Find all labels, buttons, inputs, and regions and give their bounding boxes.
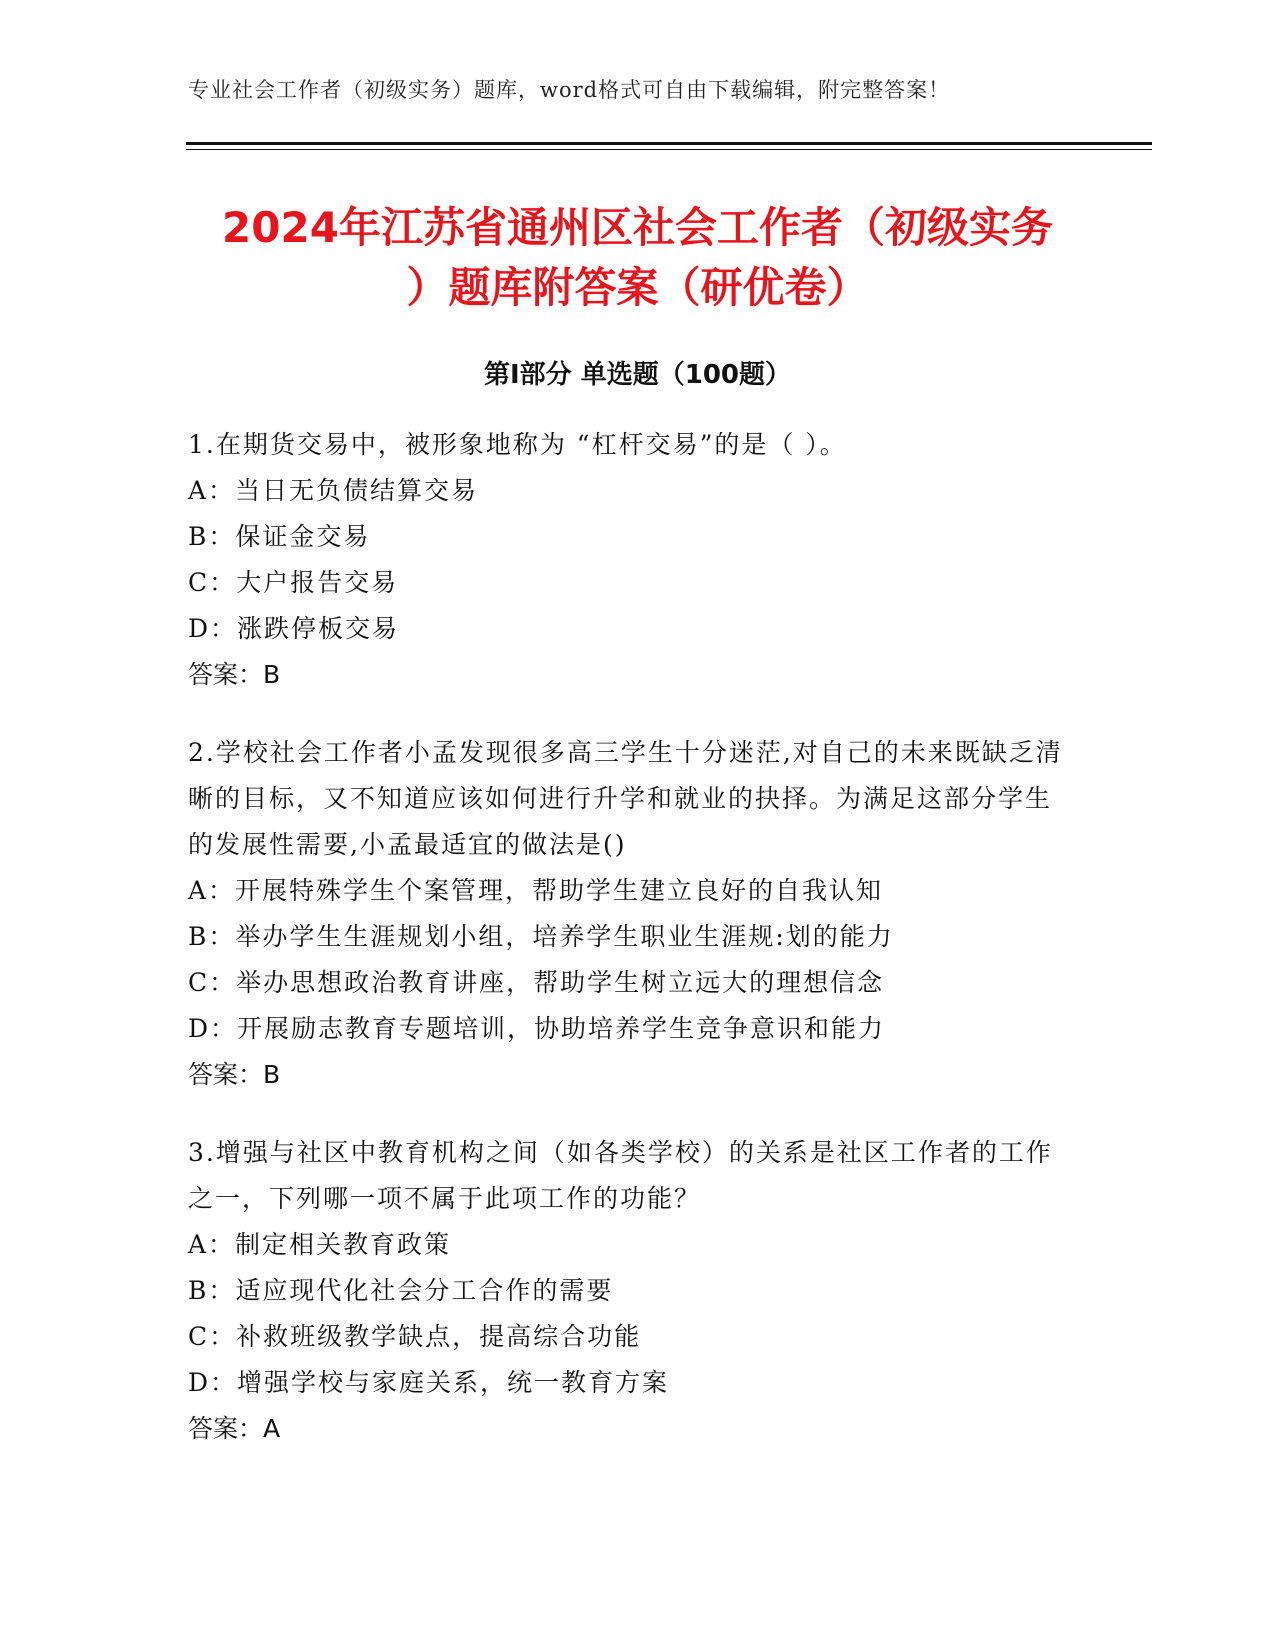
answer: 答案：B (188, 660, 281, 689)
option-c: C：补救班级教学缺点，提高综合功能 (188, 1322, 642, 1351)
title-line-1: 2024年江苏省通州区社会工作者（初级实务 (222, 203, 1053, 252)
option-b: B：举办学生生涯规划小组，培养学生职业生涯规:划的能力 (188, 922, 894, 951)
option-a: A：开展特殊学生个案管理，帮助学生建立良好的自我认知 (188, 876, 884, 905)
option-c: C：举办思想政治教育讲座，帮助学生树立远大的理想信念 (188, 968, 885, 997)
question-stem: 2.学校社会工作者小孟发现很多高三学生十分迷茫,对自己的未来既缺乏清晰的目标，又不知道应该如何进行升学和就业的抉择。为满足这部分学生的发展性需要,小孟最适宜的做法是() (188, 738, 1063, 859)
title-line-2: ）题库附答案（研优卷） (406, 263, 869, 312)
section-title: 第Ⅰ部分 单选题（100题） (484, 360, 791, 390)
option-c: C：大户报告交易 (188, 568, 399, 597)
option-d: D：涨跌停板交易 (188, 614, 400, 643)
header-note: 专业社会工作者（初级实务）题库，word格式可自由下载编辑，附完整答案！ (188, 78, 951, 102)
answer: 答案：B (188, 1060, 281, 1089)
option-d: D：开展励志教育专题培训，协助培养学生竞争意识和能力 (188, 1014, 886, 1043)
option-b: B：适应现代化社会分工合作的需要 (188, 1276, 614, 1305)
question-1 (188, 422, 1078, 698)
document-title (150, 198, 1125, 318)
header-rule-thick (186, 142, 1152, 145)
header-rule-thin (186, 149, 1152, 150)
question-stem: 1.在期货交易中，被形象地称为 “杠杆交易”的是（ ）。 (188, 430, 847, 459)
question-stem: 3.增强与社区中教育机构之间（如各类学校）的关系是社区工作者的工作之一，下列哪一项不属于此项工作的功能？ (188, 1138, 1053, 1213)
question-2 (188, 730, 1078, 1098)
option-a: A：制定相关教育政策 (188, 1230, 452, 1259)
question-3 (188, 1130, 1078, 1452)
option-d: D：增强学校与家庭关系，统一教育方案 (188, 1368, 670, 1397)
option-a: A：当日无负债结算交易 (188, 476, 479, 505)
answer: 答案：A (188, 1414, 281, 1443)
option-b: B：保证金交易 (188, 522, 371, 551)
